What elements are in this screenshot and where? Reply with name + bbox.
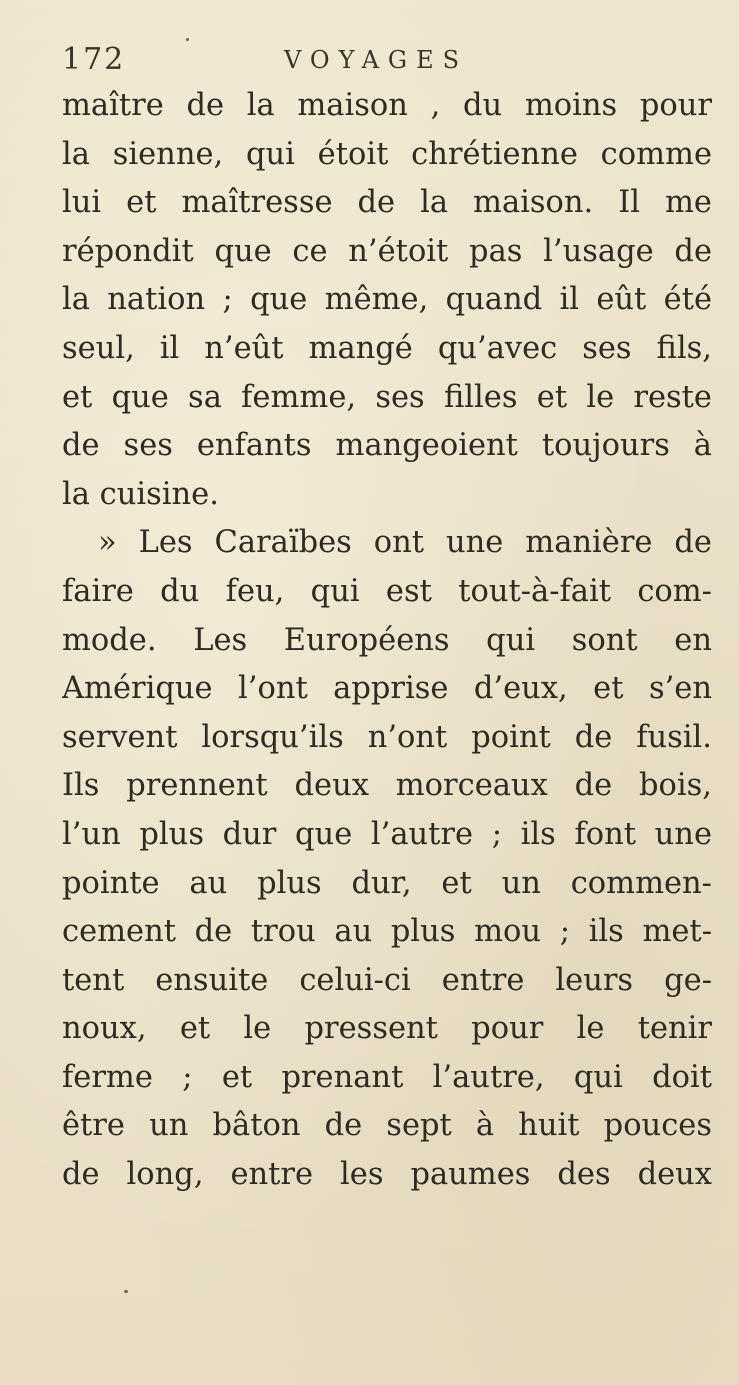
text-line: pointe au plus dur, et un commen- <box>62 865 712 901</box>
text-line: mode. Les Européens qui sont en <box>62 622 712 658</box>
text-line: servent lorsqu’ils n’ont point de fusil. <box>62 719 712 755</box>
text-line: Amérique l’ont apprise d’eux, et s’en <box>62 671 712 707</box>
text-line: l’un plus dur que l’autre ; ils font une <box>62 816 712 852</box>
running-title: VOYAGES <box>284 46 469 74</box>
paragraph-end-line: la cuisine. <box>62 476 219 512</box>
text-line: la sienne, qui étoit chrétienne comme <box>62 136 712 172</box>
text-line: de long, entre les paumes des deux <box>62 1157 712 1193</box>
text-line: tent ensuite celui-ci entre leurs ge- <box>62 962 712 998</box>
text-line: faire du feu, qui est tout-à-fait com- <box>62 573 712 609</box>
text-line: la nation ; que même, quand il eût été <box>62 282 712 318</box>
text-line: et que sa femme, ses filles et le reste <box>62 379 712 415</box>
text-line: Ils prennent deux morceaux de bois, <box>62 768 712 804</box>
text-line: cement de trou au plus mou ; ils met- <box>62 914 712 950</box>
text-line: noux, et le pressent pour le tenir <box>62 1011 712 1047</box>
paper-speck <box>124 1290 128 1293</box>
text-line: maître de la maison , du moins pour <box>62 88 712 123</box>
paper-speck <box>186 38 189 41</box>
text-line: seul, il n’eût mangé qu’avec ses fils, <box>62 330 712 366</box>
text-line: répondit que ce n’étoit pas l’usage de <box>62 233 712 269</box>
text-line: ferme ; et prenant l’autre, qui doit <box>62 1059 712 1095</box>
paragraph-start-line: » Les Caraïbes ont une manière de <box>98 525 712 561</box>
running-head <box>62 40 712 84</box>
text-line: lui et maîtresse de la maison. Il me <box>62 185 712 221</box>
text-line: être un bâton de sept à huit pouces <box>62 1108 712 1144</box>
page-number: 172 <box>62 42 126 77</box>
body-text <box>62 82 712 1200</box>
text-line: de ses enfants mangeoient toujours à <box>62 428 712 464</box>
